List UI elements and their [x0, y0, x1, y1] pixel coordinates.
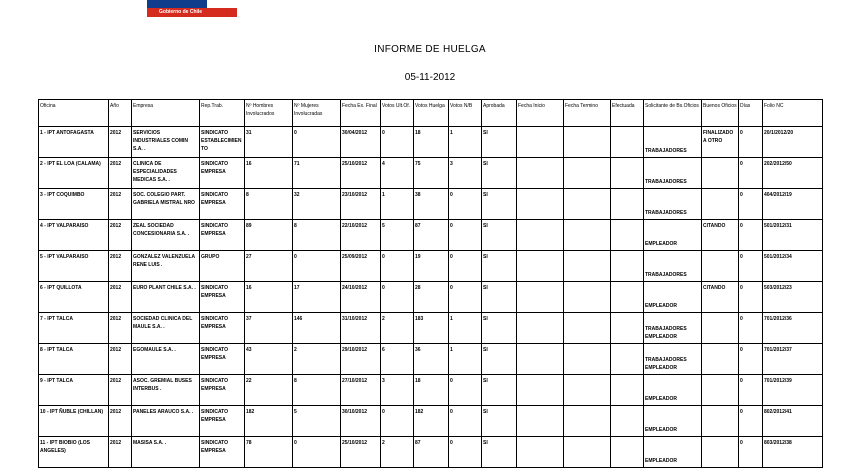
table-cell: SI	[482, 344, 517, 375]
table-cell: 75	[414, 158, 449, 189]
table-row	[39, 282, 823, 313]
table-cell	[564, 406, 611, 437]
table-cell: 89	[245, 220, 293, 251]
table-cell	[564, 313, 611, 344]
column-header: Folio NC	[763, 100, 823, 127]
table-cell: 0	[449, 251, 482, 282]
column-header: Rep.Trab.	[200, 100, 245, 127]
table-cell	[611, 127, 644, 158]
table-row	[39, 158, 823, 189]
table-cell: 23/10/2012	[341, 189, 381, 220]
table-cell: 30/10/2012	[341, 406, 381, 437]
table-cell: 11 - IPT BIOBIO (LOS ANGELES)	[39, 437, 109, 468]
table-cell: CLINICA DE ESPECIALIDADES MEDICAS S.A. .	[132, 158, 200, 189]
table-cell: 9 - IPT TALCA	[39, 375, 109, 406]
table-cell: TRABAJADORES	[644, 127, 702, 158]
table-cell: SINDICATO EMPRESA	[200, 344, 245, 375]
table-row	[39, 313, 823, 344]
table-cell: 2012	[109, 220, 132, 251]
table-cell: 3	[381, 375, 414, 406]
column-header: Efectuada	[611, 100, 644, 127]
table-cell	[611, 189, 644, 220]
table-cell: SINDICATO EMPRESA	[200, 282, 245, 313]
table-cell: EMPLEADOR	[644, 282, 702, 313]
table-cell: SI	[482, 158, 517, 189]
table-cell: ASOC. GREMIAL BUSES INTERBUS .	[132, 375, 200, 406]
table-cell: 18	[414, 127, 449, 158]
table-cell: SOCIEDAD CLINICA DEL MAULE S.A. .	[132, 313, 200, 344]
table-cell: 0	[449, 282, 482, 313]
table-cell: SINDICATO EMPRESA	[200, 189, 245, 220]
table-cell: TRABAJADORES	[644, 158, 702, 189]
table-cell	[611, 251, 644, 282]
table-cell: 38	[414, 189, 449, 220]
table-cell: CITANDO	[702, 282, 739, 313]
table-cell	[702, 158, 739, 189]
table-cell: 2 - IPT EL LOA (CALAMA)	[39, 158, 109, 189]
table-cell: 0	[381, 282, 414, 313]
table-cell	[611, 313, 644, 344]
table-cell	[564, 127, 611, 158]
table-cell: 27/10/2012	[341, 375, 381, 406]
table-cell: 701/2012/39	[763, 375, 823, 406]
table-cell: EURO PLANT CHILE S.A. .	[132, 282, 200, 313]
table-cell: SI	[482, 375, 517, 406]
table-cell: EMPLEADOR	[644, 220, 702, 251]
table-cell	[611, 220, 644, 251]
table-cell: 0	[449, 220, 482, 251]
table-cell	[702, 189, 739, 220]
table-cell: 19	[414, 251, 449, 282]
table-row	[39, 251, 823, 282]
table-cell: SI	[482, 282, 517, 313]
table-cell: 28	[414, 282, 449, 313]
table-cell: SI	[482, 127, 517, 158]
table-cell: CITANDO	[702, 220, 739, 251]
table-cell: SINDICATO EMPRESA	[200, 220, 245, 251]
table-cell: 0	[739, 127, 763, 158]
table-cell: 501/2012/34	[763, 251, 823, 282]
table-cell: 2012	[109, 189, 132, 220]
logo-text: Gobierno de Chile	[159, 9, 203, 15]
table-cell: 0	[381, 406, 414, 437]
column-header: Nº Hombres Involucrados	[245, 100, 293, 127]
column-header: Votos N/B	[449, 100, 482, 127]
table-cell: 87	[414, 437, 449, 468]
table-cell: 32	[293, 189, 341, 220]
table-cell	[564, 282, 611, 313]
table-cell: 2012	[109, 406, 132, 437]
table-cell: 25/10/2012	[341, 158, 381, 189]
table-cell: TRABAJADORES EMPLEADOR	[644, 344, 702, 375]
table-cell: 0	[449, 375, 482, 406]
table-cell: 3	[449, 158, 482, 189]
table-cell: 0	[293, 127, 341, 158]
table-cell: 501/2012/31	[763, 220, 823, 251]
table-cell: 2012	[109, 313, 132, 344]
table-row	[39, 189, 823, 220]
table-cell	[564, 375, 611, 406]
table-cell	[702, 344, 739, 375]
table-cell: 183	[414, 313, 449, 344]
column-header: Empresa	[132, 100, 200, 127]
logo-blue-band	[147, 0, 207, 8]
table-cell: 182	[245, 406, 293, 437]
table-cell: 802/2012/41	[763, 406, 823, 437]
table-cell: 803/2012/38	[763, 437, 823, 468]
table-cell: 20/1/2012/20	[763, 127, 823, 158]
table-cell: 8	[245, 189, 293, 220]
header-row	[39, 100, 823, 127]
table-cell: 16	[245, 282, 293, 313]
table-cell: 22/10/2012	[341, 220, 381, 251]
column-header: Nº Mujeres Involucradas	[293, 100, 341, 127]
table-cell: 43	[245, 344, 293, 375]
table-cell: 701/2012/36	[763, 313, 823, 344]
table-cell: SI	[482, 189, 517, 220]
table-cell	[564, 344, 611, 375]
column-header: Fecha Ex. Final	[341, 100, 381, 127]
table-cell	[517, 313, 564, 344]
table-cell: 2012	[109, 127, 132, 158]
table-cell: TRABAJADORES	[644, 251, 702, 282]
table-cell: 2012	[109, 344, 132, 375]
table-cell	[517, 437, 564, 468]
table-cell: 2	[381, 313, 414, 344]
table-cell: 146	[293, 313, 341, 344]
table-cell: SI	[482, 251, 517, 282]
table-cell: 2012	[109, 437, 132, 468]
table-cell	[517, 375, 564, 406]
table-cell	[702, 406, 739, 437]
strike-report-table	[38, 99, 823, 468]
table-cell	[564, 251, 611, 282]
table-cell	[702, 313, 739, 344]
table-cell: 2012	[109, 375, 132, 406]
table-cell	[611, 282, 644, 313]
table-cell: 27	[245, 251, 293, 282]
gobierno-logo	[147, 0, 237, 17]
column-header: Aprobada	[482, 100, 517, 127]
table-cell: 202/2012/50	[763, 158, 823, 189]
table-cell: 0	[381, 127, 414, 158]
table-cell: 87	[414, 220, 449, 251]
table-cell: MASISA S.A. .	[132, 437, 200, 468]
table-cell: 0	[739, 220, 763, 251]
table-cell	[611, 158, 644, 189]
table-cell: 0	[449, 437, 482, 468]
table-cell: SINDICATO EMPRESA	[200, 158, 245, 189]
table-cell: 1	[381, 189, 414, 220]
table-cell: SINDICATO EMPRESA	[200, 406, 245, 437]
column-header: Solicitante de Bs.Oficios	[644, 100, 702, 127]
table-cell: 24/10/2012	[341, 282, 381, 313]
table-cell: SINDICATO EMPRESA	[200, 375, 245, 406]
column-header: Oficina	[39, 100, 109, 127]
table-cell	[611, 375, 644, 406]
table-cell	[517, 282, 564, 313]
table-cell: 25/10/2012	[341, 437, 381, 468]
table-cell: 78	[245, 437, 293, 468]
table-cell: 4	[381, 158, 414, 189]
column-header: Fecha Termino	[564, 100, 611, 127]
table-cell	[517, 189, 564, 220]
table-cell: 1	[449, 127, 482, 158]
table-cell: 29/10/2012	[341, 344, 381, 375]
table-row	[39, 344, 823, 375]
table-cell	[611, 344, 644, 375]
table-cell: 71	[293, 158, 341, 189]
table-cell: 31	[245, 127, 293, 158]
table-cell: 1	[449, 313, 482, 344]
table-cell: 0	[739, 313, 763, 344]
table-cell: 3 - IPT COQUIMBO	[39, 189, 109, 220]
table-cell	[517, 344, 564, 375]
table-cell: 404/2012/19	[763, 189, 823, 220]
table-row	[39, 220, 823, 251]
table-cell	[702, 437, 739, 468]
table-cell	[564, 158, 611, 189]
table-cell: 2012	[109, 251, 132, 282]
table-cell: EMPLEADOR	[644, 406, 702, 437]
table-cell: 0	[381, 251, 414, 282]
table-cell: 1	[449, 344, 482, 375]
table-cell: 182	[414, 406, 449, 437]
column-header: Días	[739, 100, 763, 127]
table-cell: 36	[414, 344, 449, 375]
table-cell: 18	[414, 375, 449, 406]
table-cell: SI	[482, 220, 517, 251]
table-cell: 10 - IPT ÑUBLE (CHILLAN)	[39, 406, 109, 437]
table-cell	[517, 158, 564, 189]
table-cell	[517, 220, 564, 251]
table-cell: 0	[449, 189, 482, 220]
table-cell: 0	[739, 282, 763, 313]
table-cell: 2	[381, 437, 414, 468]
table-row	[39, 375, 823, 406]
table-row	[39, 406, 823, 437]
table-cell: SI	[482, 437, 517, 468]
table-cell	[702, 375, 739, 406]
table-cell: 4 - IPT VALPARAISO	[39, 220, 109, 251]
table-cell: EMPLEADOR	[644, 375, 702, 406]
table-cell: 0	[739, 158, 763, 189]
table-cell: 0	[293, 251, 341, 282]
table-cell	[517, 251, 564, 282]
table-cell: PANELES ARAUCO S.A. .	[132, 406, 200, 437]
table-cell: GONZALEZ VALENZUELA RENE LUIS .	[132, 251, 200, 282]
table-cell: SERVICIOS INDUSTRIALES COMIN S.A. .	[132, 127, 200, 158]
column-header: Buenos Oficios	[702, 100, 739, 127]
table-cell: EGOMAULE S.A. .	[132, 344, 200, 375]
table-cell: GRUPO	[200, 251, 245, 282]
report-title: INFORME DE HUELGA	[374, 44, 486, 55]
table-cell: 0	[739, 344, 763, 375]
table-cell: 0	[739, 437, 763, 468]
table-cell: 17	[293, 282, 341, 313]
table-body	[39, 127, 823, 468]
table-cell: 0	[293, 437, 341, 468]
table-cell: ZEAL SOCIEDAD CONCESIONARIA S.A. .	[132, 220, 200, 251]
column-header: Año	[109, 100, 132, 127]
table-cell: 5	[293, 406, 341, 437]
table-cell: 0	[739, 189, 763, 220]
table-cell: 0	[739, 375, 763, 406]
table-cell: 22	[245, 375, 293, 406]
table-cell	[702, 251, 739, 282]
table-cell: 701/2012/37	[763, 344, 823, 375]
table-cell: 7 - IPT TALCA	[39, 313, 109, 344]
table-row	[39, 437, 823, 468]
table-cell: 2	[293, 344, 341, 375]
table-cell: 6	[381, 344, 414, 375]
column-header: Fecha Inicio	[517, 100, 564, 127]
table-cell: 30/04/2012	[341, 127, 381, 158]
table-cell	[564, 437, 611, 468]
table-cell: SI	[482, 313, 517, 344]
table-cell: 5	[381, 220, 414, 251]
table-cell: 16	[245, 158, 293, 189]
table-cell: 8	[293, 375, 341, 406]
table-cell: SI	[482, 406, 517, 437]
column-header: Votos Huelga	[414, 100, 449, 127]
table-cell: SINDICATO EMPRESA	[200, 437, 245, 468]
table-row	[39, 127, 823, 158]
table-cell: EMPLEADOR	[644, 437, 702, 468]
table-cell: 0	[739, 406, 763, 437]
column-header: Votos Ult.Of.	[381, 100, 414, 127]
table-cell: 25/09/2012	[341, 251, 381, 282]
table-cell: SINDICATO EMPRESA	[200, 313, 245, 344]
table-cell: TRABAJADORES	[644, 189, 702, 220]
table-cell: 6 - IPT QUILLOTA	[39, 282, 109, 313]
table-cell	[564, 189, 611, 220]
table-cell	[611, 437, 644, 468]
table-cell: SOC. COLEGIO PART. GABRIELA MISTRAL NRO	[132, 189, 200, 220]
table-cell: 503/2012/23	[763, 282, 823, 313]
table-cell: 31/10/2012	[341, 313, 381, 344]
table-cell: SINDICATO ESTABLECIMIENTO	[200, 127, 245, 158]
table-cell: 2012	[109, 282, 132, 313]
table-cell: 0	[449, 406, 482, 437]
table-cell: 0	[739, 251, 763, 282]
table-cell: 8 - IPT TALCA	[39, 344, 109, 375]
table-cell: 37	[245, 313, 293, 344]
table-cell	[564, 220, 611, 251]
table-cell	[611, 406, 644, 437]
table-cell	[517, 406, 564, 437]
table-header	[39, 100, 823, 127]
table-cell: 1 - IPT ANTOFAGASTA	[39, 127, 109, 158]
table-cell	[517, 127, 564, 158]
table-cell: 2012	[109, 158, 132, 189]
table-cell: FINALIZADO A OTRO	[702, 127, 739, 158]
table-cell: 5 - IPT VALPARAISO	[39, 251, 109, 282]
table-cell: TRABAJADORES EMPLEADOR	[644, 313, 702, 344]
report-date: 05-11-2012	[404, 72, 456, 83]
table-cell: 8	[293, 220, 341, 251]
